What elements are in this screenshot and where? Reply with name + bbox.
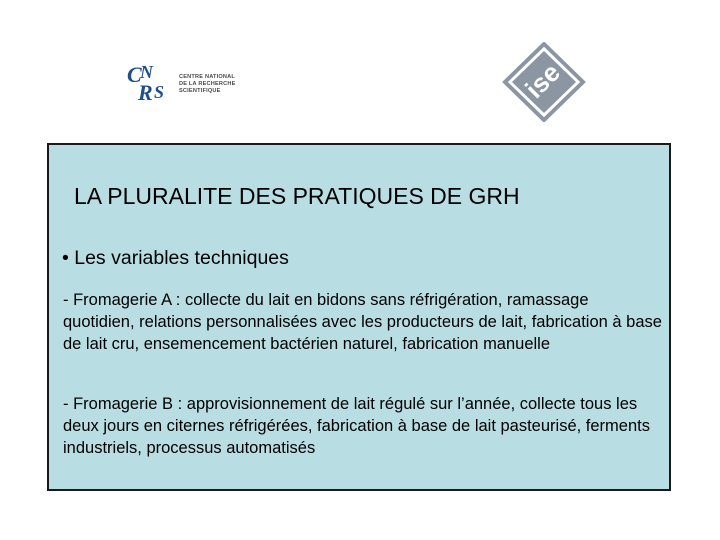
bullet-heading: • Les variables techniques (62, 247, 289, 269)
content-panel (47, 143, 671, 491)
cnrs-line-3: SCIENTIFIQUE (179, 88, 221, 94)
paragraph-fromagerie-a: - Fromagerie A : collecte du lait en bidons sans réfrigération, ramassage quotidien, relations personnalisées avec les producteurs de lait, fabrication à base de lait cru, ensemencement bactérien naturel, fabrication manuelle (63, 291, 662, 353)
cnrs-logo (126, 60, 242, 106)
svg-text:R: R (138, 80, 153, 105)
cnrs-logo-caption (179, 74, 236, 95)
svg-text:C: C (127, 62, 142, 87)
svg-text:N: N (140, 62, 153, 82)
svg-text:S: S (154, 82, 165, 102)
cnrs-logo-mark (126, 60, 174, 106)
cnrs-line-2: DE LA RECHERCHE (179, 81, 236, 87)
paragraph-fromagerie-b: - Fromagerie B : approvisionnement de lait régulé sur l’année, collecte tous les deux jours en citernes réfrigérées, fabrication à base de lait pasteurisé, ferments industriels, processus automatisés (63, 395, 650, 457)
ise-logo (497, 42, 587, 122)
ise-logo-text: ise (519, 57, 566, 104)
cnrs-line-1: CENTRE NATIONAL (179, 74, 236, 80)
slide-title: LA PLURALITE DES PRATIQUES DE GRH (74, 183, 520, 209)
